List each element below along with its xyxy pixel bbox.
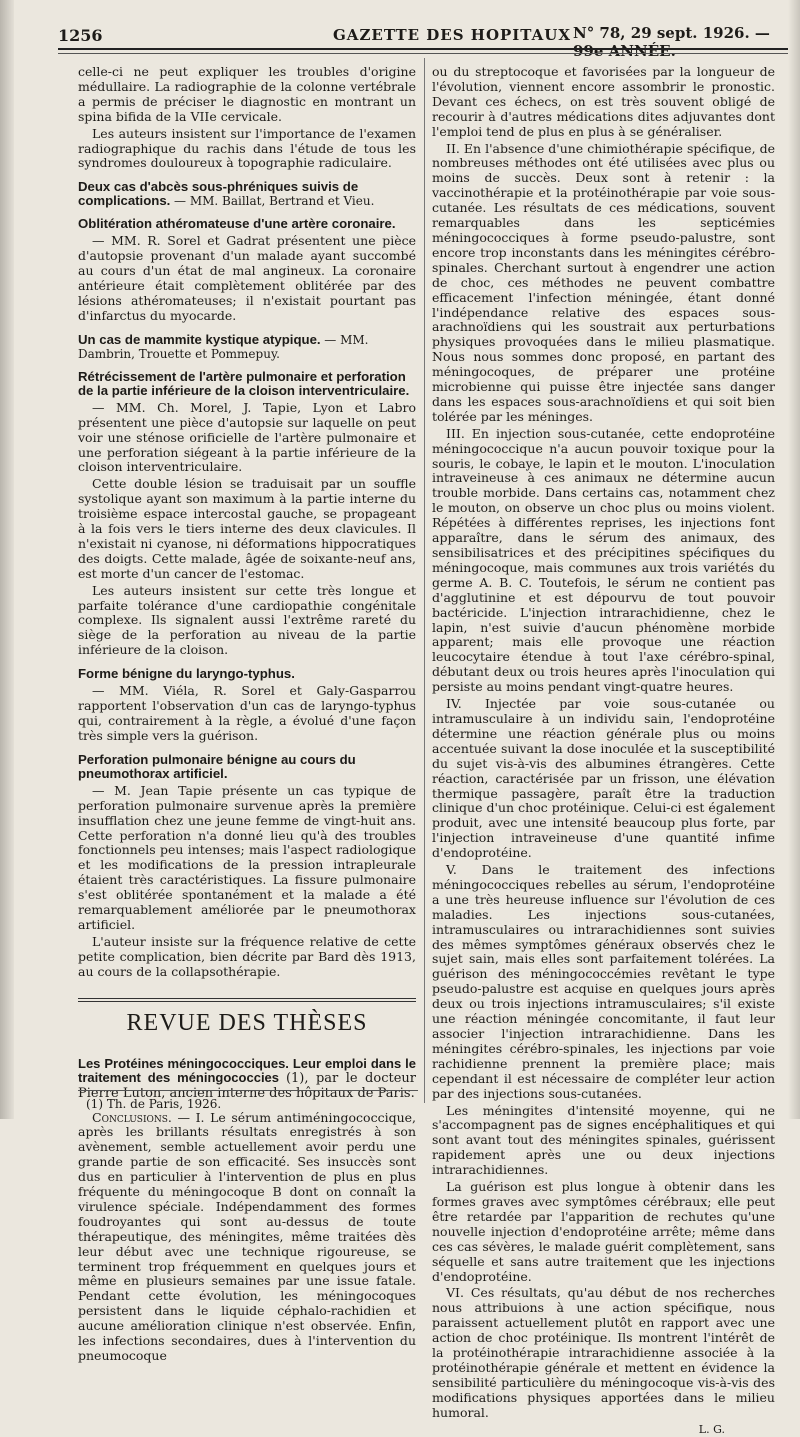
header-rule-thin — [58, 53, 788, 54]
article-heading: Rétrécissement de l'artère pulmonaire et perforation de la partie inférieure de la cloison interventriculaire. — [78, 368, 410, 398]
paragraph: Les auteurs insistent sur l'importance de l'examen radiographique du rachis dans l'étude de tous les syndromes douloureux à topographie radiculaire. — [78, 125, 416, 171]
article-heading: Forme bénigne du laryngo-typhus. — [78, 666, 295, 682]
paragraph: — MM. Ch. Morel, J. Tapie, Lyon et Labro présentent une pièce d'autopsie sur laquelle on peut voir une sténose orificielle de l'artère pulmonaire et une perforation siégeant à la partie inférieure de la cloison interventriculaire. — [78, 399, 416, 475]
heading-title: Un cas de mammite kystique atypique. — [78, 331, 321, 347]
signature: L. G. — [698, 1422, 725, 1436]
paragraph: — M. Jean Tapie présente un cas typique de perforation pulmonaire survenue après la première insufflation chez une jeune femme de vingt-huit ans. Cette perforation n'a donné lieu qu'à des troubles fonctionnels peu intenses; mais l'aspect radiologique et les modifications de la pression intrapleurale étaient très caractéristiques. La fissure pulmonaire s'est oblitérée spontanément et la malade a été remarquablement améliorée par le pneumothorax artificiel. — [78, 782, 416, 932]
section-rule — [78, 1001, 416, 1002]
footnote-rule — [78, 1090, 418, 1091]
paragraph: — MM. Viéla, R. Sorel et Galy-Gasparrou rapportent l'observation d'un cas de laryngo-typhus qui, contrairement à la règle, a évolué d'une façon très simple vers la guérison. — [78, 683, 416, 743]
conclusions-label: Conclusions. — [92, 1109, 172, 1125]
paragraph: Les méningites d'intensité moyenne, qui ne s'accompagnent pas de signes encéphalitiques et qui sont avant tout des méningites spinales, guérissent rapidement après une ou deux injections intrarachidiennes. — [432, 1102, 775, 1178]
heading-authors: — MM. Dambrin, Trouette et Pommepuy. — [78, 332, 369, 361]
paragraph: La guérison est plus longue à obtenir dans les formes graves avec symptômes cérébraux; elle peut être retardée par l'apparition de rechutes qu'une nouvelle injection d'endoprotéine arrête; même dans ces cas sévères, le malade guérit complètement, sans séquelle et sans autre traitement que les injections d'endoprotéine. — [432, 1179, 775, 1284]
conclusions-text: — I. Le sérum antiméningococcique, après les brillants résultats enregistrés à son avènement, semble actuellement avoir perdu une grande partie de son efficacité. Ses insuccès sont dus en particulier à l'intervention de plus en plus fréquente du méningocoque B dont on connaît la virulence spéciale. Indépendamment des formes foudroyantes qui sont au-dessus de toute thérapeutique, des méningites, même traitées dès leur début avec une technique rigoureuse, se terminent trop fréquemment en quelques jours et même en plusieurs semaines par une issue fatale. Pendant cette évolution, les méningocoques persistent dans le liquide céphalo-rachidien et aucune amélioration clinique n'est observée. Enfin, les infections secondaires, dues à l'intervention du pneumocoque — [78, 1109, 416, 1363]
section-rule — [78, 998, 416, 999]
left-column — [78, 65, 416, 1366]
paragraph: L'auteur insiste sur la fréquence relative de cette petite complication, bien décrite par Bard dès 1913, au cours de la collapsothérapie. — [78, 933, 416, 979]
page-right-shadow — [788, 0, 800, 1119]
heading-title: Deux cas d'abcès sous-phréniques suivis de complications. — [78, 179, 359, 209]
thesis-title: Les Protéines méningococciques. Leur emploi dans le traitement des méningococcies — [78, 1055, 416, 1085]
paragraph: celle-ci ne peut expliquer les troubles d'origine médullaire. La radiographie de la colonne vertébrale a permis de préciser le diagnostic en montrant un spina bifida de la VIIe cervicale. — [78, 64, 416, 124]
footnote: (1) Th. de Paris, 1926. — [86, 1097, 222, 1111]
right-column — [432, 65, 775, 1437]
page-header — [58, 22, 788, 60]
header-rule — [58, 48, 788, 50]
article-heading — [78, 333, 416, 361]
paragraph: V. Dans le traitement des infections méningococciques rebelles au sérum, l'endoprotéine a une très heureuse influence sur l'évolution de ces maladies. Les injections sous-cutanées, intramusculaires ou intrarachidiennes sont suivies des mêmes symptômes généraux observés chez le sujet sain, mais elles sont parfaitement tolérées. La guérison des méningococcémies revêtant le type pseudo-palustre est acquise en quelques jours après deux ou trois injections intramusculaires; s'il existe une réaction méningée concomitante, il faut leur associer l'injection intrarachidienne. Dans les méningites cérébro-spinales, les injections par voie rachidienne prennent la première place; mais cependant il est nécessaire de compléter leur action par des injections sous-cutanées. — [432, 862, 775, 1101]
paragraph: II. En l'absence d'une chimiothérapie spécifique, de nombreuses méthodes ont été utilisées avec plus ou moins de succès. Deux sont à retenir : la vaccinothérapie et la protéinothérapie par voie sous-cutanée. Les résultats de ces médications, souvent remarquables dans les septicémies méningococciques à forme pseudo-palustre, sont encore trop inconstants dans les méningites cérébro-spinales. Cherchant surtout à engendrer une action de choc, ces méthodes ne peuvent combattre efficacement l'infection méningée, étant donné l'indépendance relative des espaces sous-arachnoïdiens qui les soustrait aux perturbations physiques provoquées dans le milieu plasmatique. Nous nous sommes donc proposé, en partant des méningocoques, de préparer une protéine microbienne qui puisse être injectée sans danger dans les espaces sous-arachnoïdiens et qui soit bien tolérée par les méninges. — [432, 140, 775, 424]
journal-title: GAZETTE DES HOPITAUX — [333, 26, 572, 44]
paragraph: ou du streptocoque et favorisées par la longueur de l'évolution, viennent encore assombrir le pronostic. Devant ces échecs, on est très souvent obligé de recourir à d'autres médications dites adjuvantes dont l'emploi tend de plus en plus à se généraliser. — [432, 64, 775, 139]
paragraph: VI. Ces résultats, qu'au début de nos recherches nous attribuions à une action spécifique, nous paraissent actuellement plutôt en rapport avec une action de choc protéinique. Ils montrent l'intérêt de la protéinothérapie intrarachidienne associée à la protéinothérapie générale et mettent en évidence la sensibilité particulière du méningocoque vis-à-vis des modifications physiques apportées dans le milieu humoral. — [432, 1285, 775, 1420]
paragraph — [78, 1111, 416, 1364]
paragraph: Les auteurs insistent sur cette très longue et parfaite tolérance d'une cardiopathie congénitale complexe. Ils signalent aussi l'extrême rareté du siège de la perforation au niveau de la partie inférieure de la cloison. — [78, 582, 416, 658]
page-number: 1256 — [58, 26, 103, 45]
column-divider — [424, 58, 425, 1103]
thesis-authors: (1), par le docteur Pierre Luton, ancien interne des hôpitaux de Paris. — [78, 1070, 416, 1101]
paragraph: IV. Injectée par voie sous-cutanée ou intramusculaire à un individu sain, l'endoprotéine détermine une réaction générale plus ou moins accentuée suivant la dose inoculée et la susceptibilité du sujet vis-à-vis des albumines étrangères. Cette réaction, caractérisée par un frisson, une élévation thermique passagère, paraît être la traduction clinique d'un choc protéinique. Celui-ci est également produit, avec une intensité beaucoup plus forte, par l'injection intraveineuse d'une quantité infime d'endoprotéine. — [432, 696, 775, 861]
page-edge-shadow — [0, 0, 14, 1119]
article-heading — [78, 180, 416, 208]
heading-authors: — MM. Baillat, Bertrand et Vieu. — [174, 194, 375, 209]
paragraph: III. En injection sous-cutanée, cette endoprotéine méningococcique n'a aucun pouvoir toxique pour la souris, le cobaye, le lapin et le mouton. L'inoculation intraveineuse à ces animaux ne détermine aucun trouble morbide. Dans certains cas, notamment chez le mouton, on observe un choc plus ou moins violent. Répétées à différentes reprises, les injections font apparaître, dans le sérum des animaux, des sensibilisatrices et des précipitines spécifiques du méningocoque, mais communes aux trois variétés du germe A. B. C. Toutefois, le sérum ne contient pas d'agglutinine et est dépourvu de tout pouvoir bactéricide. L'injection intrarachidienne, chez le lapin, n'est suivie d'aucun phénomène morbide apparent; mais elle provoque une réaction leucocytaire étendue à tout l'axe cérébro-spinal, débutant deux ou trois heures après l'inoculation qui persiste au moins pendant vingt-quatre heures. — [432, 425, 775, 695]
section-title: REVUE DES THÈSES — [126, 1009, 368, 1036]
paragraph: — MM. R. Sorel et Gadrat présentent une pièce d'autopsie provenant d'un malade ayant succombé au cours d'un état de mal angineux. La coronaire antérieure était complètement oblitérée par des lésions athéromateuses; il n'existait pourtant pas d'infarctus du myocarde. — [78, 233, 416, 323]
paragraph: Cette double lésion se traduisait par un souffle systolique ayant son maximum à la partie interne du troisième espace intercostal gauche, se propageant à la fois vers le tiers interne des deux clavicules. Il n'existait ni cyanose, ni déformations hippocratiques des doigts. Cette malade, âgée de soixante-neuf ans, est morte d'un cancer de l'estomac. — [78, 476, 416, 581]
thesis-heading — [78, 1057, 416, 1101]
article-heading: Perforation pulmonaire bénigne au cours du pneumothorax artificiel. — [78, 751, 356, 781]
article-heading: Oblitération athéromateuse d'une artère coronaire. — [78, 216, 396, 232]
issue-info: N° 78, 29 sept. 1926. — 99e ANNÉE. — [573, 24, 770, 60]
